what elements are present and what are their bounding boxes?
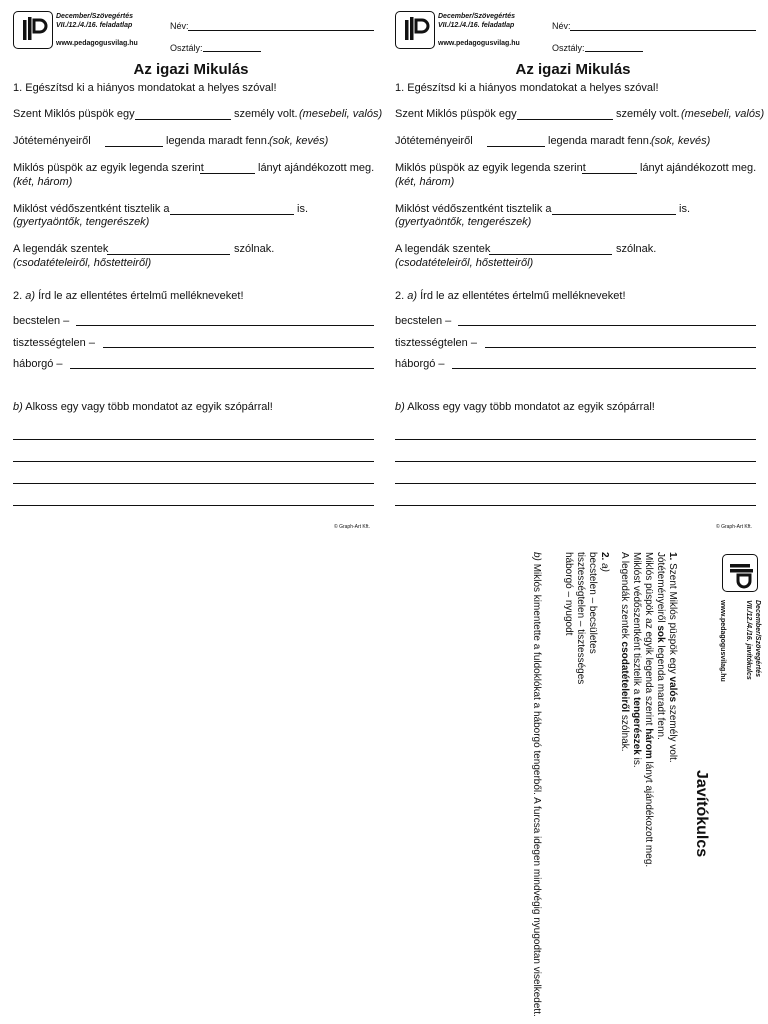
answer-key-logo — [722, 554, 758, 592]
s4-blank[interactable] — [170, 214, 294, 215]
worksheet-left — [10, 0, 382, 530]
s4-hint: (gyertyaöntők, tengerészek) — [13, 216, 150, 228]
s1-after: személy volt. — [616, 108, 680, 120]
task1-instruction: 1. Egészítsd ki a hiányos mondatokat a helyes szóval! — [395, 82, 659, 94]
class-label: Osztály: — [552, 43, 585, 53]
sentence-line-2[interactable] — [13, 461, 374, 462]
sentence-line-1[interactable] — [13, 439, 374, 440]
s2-hint: (sok, kevés) — [269, 135, 329, 147]
s1-blank[interactable] — [135, 119, 231, 120]
answer-2a-line-1: becstelen – becsületes — [587, 552, 598, 654]
answer-key-meta-1: December/Szövegértés — [754, 600, 761, 678]
name-label: Név: — [170, 21, 189, 31]
site-url: www.pedagogusvilag.hu — [56, 40, 138, 47]
s3-blank[interactable] — [200, 173, 255, 174]
s4-after: is. — [679, 203, 690, 215]
site-url: www.pedagogusvilag.hu — [438, 40, 520, 47]
sheet-meta-1: December/Szövegértés — [56, 13, 134, 20]
answer-key-site: www.pedagogusvilag.hu — [719, 600, 726, 682]
task1-instruction: 1. Egészítsd ki a hiányos mondatokat a helyes szóval! — [13, 82, 277, 94]
copyright: © Graph-Art Kft. — [334, 524, 370, 530]
s2-before: Jótéteményeiről — [395, 135, 473, 147]
s2-after: legenda maradt fenn. — [548, 135, 652, 147]
answer-key-title: Javítókulcs — [693, 770, 710, 858]
class-label: Osztály: — [170, 43, 203, 53]
publisher-logo — [395, 11, 435, 49]
word1-label: becstelen – — [395, 315, 452, 327]
s1-after: személy volt. — [234, 108, 298, 120]
word1-label: becstelen – — [13, 315, 70, 327]
word2-answer-line[interactable] — [485, 347, 756, 348]
class-field[interactable] — [203, 51, 261, 52]
answer-1-line-1: 1. Szent Miklós püspök egy valós személy volt. — [667, 552, 678, 763]
s1-hint: (mesebeli, valós) — [299, 108, 383, 120]
s3-blank[interactable] — [582, 173, 637, 174]
task2a-instruction: 2. a) Írd le az ellentétes értelmű mellékneveket! — [395, 290, 626, 302]
page-title: Az igazi Mikulás — [515, 61, 631, 78]
s2-blank[interactable] — [105, 146, 163, 147]
sentence-line-3[interactable] — [13, 483, 374, 484]
answer-key-meta-2: VII./12./4./16. javítókulcs — [745, 600, 752, 680]
task2b-instruction: b) Alkoss egy vagy több mondatot az egyik szópárral! — [395, 401, 655, 413]
word3-answer-line[interactable] — [70, 368, 374, 369]
s3-before: Miklós püspök az egyik legenda szerint — [395, 162, 586, 174]
sheet-meta-1: December/Szövegértés — [438, 13, 516, 20]
s5-hint: (csodatételeiről, hőstetteiről) — [395, 257, 534, 269]
s3-before: Miklós püspök az egyik legenda szerint — [13, 162, 204, 174]
name-field[interactable] — [188, 30, 374, 31]
s3-hint: (két, három) — [395, 176, 455, 188]
s5-after: szólnak. — [616, 243, 657, 255]
sheet-meta-2: VII./12./4./16. feladatlap — [438, 22, 515, 29]
s5-hint: (csodatételeiről, hőstetteiről) — [13, 257, 152, 269]
logo-mark-icon — [14, 12, 52, 48]
page-title: Az igazi Mikulás — [133, 61, 249, 78]
sentence-line-3[interactable] — [395, 483, 756, 484]
word2-answer-line[interactable] — [103, 347, 374, 348]
sheet-meta-2: VII./12./4./16. feladatlap — [56, 22, 133, 29]
answer-1-line-3: Miklós püspök az egyik legenda szerint három lányt ajándékozott meg. — [643, 552, 654, 868]
class-field[interactable] — [585, 51, 643, 52]
s1-hint: (mesebeli, valós) — [681, 108, 765, 120]
s2-blank[interactable] — [487, 146, 545, 147]
answer-key-meta — [744, 600, 762, 680]
s4-after: is. — [297, 203, 308, 215]
word3-label: háborgó – — [13, 358, 63, 370]
s4-hint: (gyertyaöntők, tengerészek) — [395, 216, 532, 228]
answer-1-line-4: Miklóst védőszentként tisztelik a tengerészek is. — [631, 552, 642, 768]
sentence-line-1[interactable] — [395, 439, 756, 440]
s5-before: A legendák szentek — [13, 243, 109, 255]
answer-key — [10, 540, 761, 1020]
answer-2a-line-2: tisztességtelen – tisztességes — [575, 552, 586, 685]
word1-answer-line[interactable] — [458, 325, 756, 326]
s2-hint: (sok, kevés) — [651, 135, 711, 147]
name-label: Név: — [552, 21, 571, 31]
copyright: © Graph-Art Kft. — [716, 524, 752, 530]
s1-blank[interactable] — [517, 119, 613, 120]
s2-before: Jótéteményeiről — [13, 135, 91, 147]
task2a-instruction: 2. a) Írd le az ellentétes értelmű mellékneveket! — [13, 290, 244, 302]
worksheet-right — [392, 0, 764, 530]
task2b-instruction: b) Alkoss egy vagy több mondatot az egyik szópárral! — [13, 401, 273, 413]
s4-blank[interactable] — [552, 214, 676, 215]
s1-before: Szent Miklós püspök egy — [13, 108, 135, 120]
s4-before: Miklóst védőszentként tisztelik a — [395, 203, 552, 215]
s3-after: lányt ajándékozott meg. — [640, 162, 757, 174]
answer-1-line-2: Jótéteményeiről sok legenda maradt fenn. — [655, 552, 666, 740]
sentence-line-4[interactable] — [395, 505, 756, 506]
answer-2a-heading: 2. a) — [599, 552, 610, 573]
word3-answer-line[interactable] — [452, 368, 756, 369]
sentence-line-4[interactable] — [13, 505, 374, 506]
word2-label: tisztességtelen – — [13, 337, 95, 349]
s5-blank[interactable] — [489, 254, 612, 255]
answer-2b-line: b) Miklós kimentette a fuldoklókat a háborgó tengerből. A furcsa idegen mindvégig nyugodtan viselkedett. — [531, 552, 542, 1017]
s3-after: lányt ajándékozott meg. — [258, 162, 375, 174]
s5-blank[interactable] — [107, 254, 230, 255]
name-field[interactable] — [570, 30, 756, 31]
sentence-line-2[interactable] — [395, 461, 756, 462]
logo-mark-icon — [723, 555, 757, 591]
answer-2a-line-3: háborgó – nyugodt — [563, 552, 574, 636]
word3-label: háborgó – — [395, 358, 445, 370]
publisher-logo — [13, 11, 53, 49]
s3-hint: (két, három) — [13, 176, 73, 188]
s2-after: legenda maradt fenn. — [166, 135, 270, 147]
s5-after: szólnak. — [234, 243, 275, 255]
word1-answer-line[interactable] — [76, 325, 374, 326]
logo-mark-icon — [396, 12, 434, 48]
s1-before: Szent Miklós püspök egy — [395, 108, 517, 120]
s5-before: A legendák szentek — [395, 243, 491, 255]
word2-label: tisztességtelen – — [395, 337, 477, 349]
answer-1-line-5: A legendák szentek csodatételeiről szólnak. — [619, 552, 630, 752]
s4-before: Miklóst védőszentként tisztelik a — [13, 203, 170, 215]
